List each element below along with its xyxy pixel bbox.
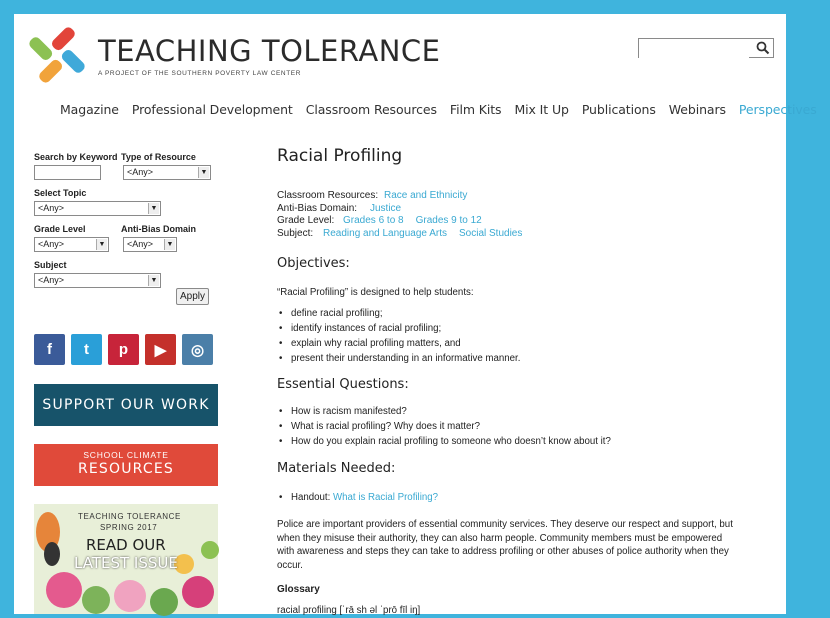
topic-label: Select Topic	[34, 188, 87, 198]
topic-select[interactable]	[34, 201, 161, 216]
nav-classroom-resources[interactable]: Classroom Resources	[305, 102, 437, 117]
latest-issue-banner[interactable]	[34, 504, 218, 614]
grade-meta-label: Grade Level:	[277, 215, 335, 226]
subject-meta-label: Subject:	[277, 227, 314, 239]
page	[14, 14, 817, 616]
grade-select-value: <Any>	[38, 239, 65, 249]
glossary-entry: racial profiling [ˈrā sh əl ˈprō fīl iŋ]	[277, 605, 421, 616]
domain-select[interactable]	[123, 237, 177, 252]
chevron-down-icon: ▼	[198, 167, 209, 178]
search-box[interactable]	[638, 38, 774, 58]
type-label: Type of Resource	[121, 152, 196, 162]
link-handout[interactable]: What is Racial Profiling?	[333, 492, 439, 503]
nav-webinars[interactable]: Webinars	[668, 102, 726, 117]
logo-icon[interactable]	[22, 20, 92, 90]
chevron-down-icon: ▼	[148, 203, 159, 214]
keyword-input[interactable]	[34, 165, 101, 180]
school-climate-button[interactable]	[34, 444, 218, 486]
nav-magazine[interactable]: Magazine	[60, 102, 119, 117]
domain-label: Anti-Bias Domain	[121, 224, 197, 234]
list-item: • define racial profiling;	[277, 306, 520, 321]
article-paragraph: Police are important providers of essential community services. They deserve our respect and support, but when they misuse their authority, they can also harm people. Community members must be empowered with awareness and steps they can take to address profiling or other abuses of police authority when they occur.	[277, 519, 733, 571]
domain-meta-label: Anti-Bias Domain:	[277, 202, 358, 214]
objectives-heading: Objectives:	[277, 256, 350, 271]
climate-line2: RESOURCES	[77, 461, 175, 477]
brand-name[interactable]: TEACHING TOLERANCE	[98, 34, 441, 68]
keyword-label: Search by Keyword	[34, 152, 118, 162]
article	[277, 146, 747, 616]
apply-button[interactable]: Apply	[176, 288, 209, 305]
nav-publications[interactable]: Publications	[581, 102, 656, 117]
climate-line1: SCHOOL CLIMATE	[83, 450, 169, 460]
issue-line1: TEACHING TOLERANCE	[78, 512, 181, 521]
grade-label: Grade Level	[34, 224, 86, 234]
search-icon[interactable]	[756, 41, 770, 55]
list-item: • identify instances of racial profiling;	[277, 321, 520, 336]
issue-line2: SPRING 2017	[100, 523, 158, 532]
objectives-list	[277, 306, 520, 366]
social-links	[34, 334, 213, 365]
topic-select-value: <Any>	[38, 203, 65, 213]
pinterest-icon[interactable]: p	[108, 334, 139, 365]
grade-select[interactable]	[34, 237, 109, 252]
link-grades-9-12[interactable]: Grades 9 to 12	[415, 215, 482, 226]
list-item: • present their understanding in an informative manner.	[277, 351, 520, 366]
subject-label: Subject	[34, 260, 67, 270]
link-grades-6-8[interactable]: Grades 6 to 8	[343, 215, 404, 226]
nav-professional-development[interactable]: Professional Development	[131, 102, 293, 117]
page-title: Racial Profiling	[277, 146, 403, 166]
link-justice[interactable]: Justice	[370, 202, 402, 214]
list-item: • What is racial profiling? Why does it matter?	[277, 419, 611, 434]
questions-list	[277, 404, 611, 449]
nav-film-kits[interactable]: Film Kits	[449, 102, 502, 117]
list-item: • explain why racial profiling matters, and	[277, 336, 520, 351]
materials-prefix: Handout:	[291, 492, 334, 503]
subject-select-value: <Any>	[38, 275, 65, 285]
glossary-heading: Glossary	[277, 584, 320, 595]
chevron-down-icon: ▼	[164, 239, 175, 250]
list-item: • How is racism manifested?	[277, 404, 611, 419]
link-reading-language-arts[interactable]: Reading and Language Arts	[323, 227, 447, 239]
search-input[interactable]	[639, 40, 749, 58]
support-our-work-button[interactable]: SUPPORT OUR WORK	[34, 384, 218, 426]
issue-line4: LATEST ISSUE	[74, 554, 178, 572]
chevron-down-icon: ▼	[96, 239, 107, 250]
materials-heading: Materials Needed:	[277, 461, 396, 476]
youtube-icon[interactable]: ▶	[145, 334, 176, 365]
objectives-intro: “Racial Profiling” is designed to help students:	[277, 287, 474, 298]
instagram-icon[interactable]: ◎	[182, 334, 213, 365]
link-race-and-ethnicity[interactable]: Race and Ethnicity	[384, 190, 468, 201]
link-social-studies[interactable]: Social Studies	[459, 227, 523, 239]
type-select-value: <Any>	[127, 167, 154, 177]
main-nav	[60, 102, 830, 117]
issue-line3: READ OUR	[86, 536, 166, 554]
questions-heading: Essential Questions:	[277, 377, 409, 392]
nav-perspectives[interactable]: Perspectives	[738, 102, 817, 117]
article-meta	[277, 190, 534, 240]
brand-tagline: A PROJECT OF THE SOUTHERN POVERTY LAW CENTER	[98, 70, 302, 77]
list-item: • How do you explain racial profiling to someone who doesn’t know about it?	[277, 434, 611, 449]
nav-mix-it-up[interactable]: Mix It Up	[514, 102, 569, 117]
facebook-icon[interactable]: f	[34, 334, 65, 365]
subject-select[interactable]	[34, 273, 161, 288]
type-select[interactable]	[123, 165, 211, 180]
brand	[98, 34, 440, 77]
classroom-label: Classroom Resources:	[277, 190, 379, 201]
twitter-icon[interactable]: t	[71, 334, 102, 365]
chevron-down-icon: ▼	[148, 275, 159, 286]
materials-list	[277, 490, 438, 505]
list-item	[277, 490, 438, 505]
domain-select-value: <Any>	[127, 239, 154, 249]
